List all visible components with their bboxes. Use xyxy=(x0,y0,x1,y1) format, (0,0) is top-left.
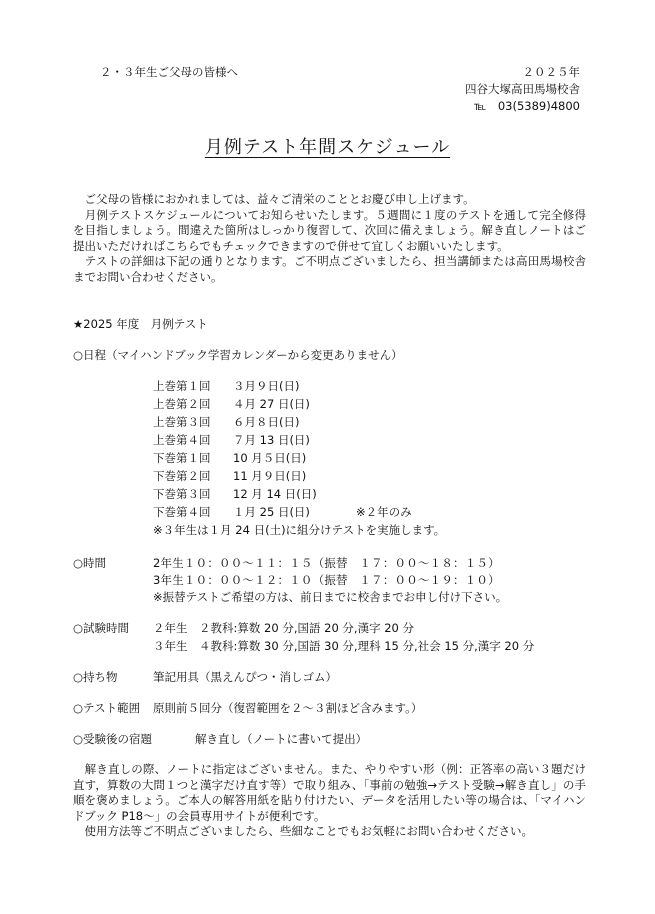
homework-value: 解き直し（ノートに書いて提出） xyxy=(195,732,368,746)
schedule-label: 下巻第２回 xyxy=(153,469,211,483)
school-name: 四谷大塚高田馬場校舎 xyxy=(465,82,580,96)
closing-text xyxy=(73,762,586,840)
exam-time-grade3: ３年生 ４教科:算数 30 分,国語 30 分,理科 15 分,社会 15 分,漢字 20 分 xyxy=(153,639,535,653)
closing-paragraph: 解き直しの際、ノートに指定はございません。また、やりやすい形（例：正答率の高い３題だけ直す，算数の大問１つと漢字だけ直す等）で取り組み、「事前の勉強→テスト受験→解き直し」の手順を褒めましょう。ご本人の解答用紙を貼り付けたい、データを活用したい等の場合は、「マイハンドブック P18～」の会員専用サイトが便利です。 xyxy=(73,762,586,823)
intro-text xyxy=(73,192,586,285)
range-value: 原則前５回分（復習範囲を２～３割ほど含みます。） xyxy=(153,701,423,715)
time-grade3: 3年生１０：００～１２：１０（振替 １７：００～１９：１０） xyxy=(153,573,500,587)
intro-paragraph: ご父母の皆様におかれましては、益々ご清栄のこととお慶び申し上げます。 xyxy=(73,192,475,206)
range-label: ○テスト範囲 xyxy=(73,701,141,715)
schedule-label: 上巻第１回 xyxy=(153,379,211,393)
schedule-note: ※２年のみ xyxy=(356,505,412,519)
schedule-heading: ○日程（マイハンドブック学習カレンダーから変更ありません） xyxy=(73,348,403,362)
schedule-label: 上巻第２回 xyxy=(153,397,211,411)
time-note: ※振替テストご希望の方は、前日までに校舎までお申し付け下さい。 xyxy=(153,590,508,604)
intro-paragraph: 月例テストスケジュールについてお知らせいたします。５週間に１度のテストを通して完全修得を目指しましょう。間違えた箇所はしっかり復習して、次回に備えましょう。解き直しノートはご提出いただければこちらでもチェックできますので併せて宜しくお願いいたします。 xyxy=(73,207,586,253)
intro-paragraph: テストの詳細は下記の通りとなります。ご不明点ございましたら、担当講師または高田馬場校舎までお問い合わせください。 xyxy=(73,254,586,284)
schedule-label: 下巻第３回 xyxy=(153,487,211,501)
exam-time-label: ○試験時間 xyxy=(73,621,130,635)
school-phone: ℡ 03(5389)4800 xyxy=(474,99,580,113)
schedule-date: １月 25 日(日) xyxy=(233,505,310,519)
section-heading: ★2025 年度 月例テスト xyxy=(73,317,208,331)
recipient-line: ２・３年生ご父母の皆様へ xyxy=(100,65,238,79)
schedule-date: ３月９日(日) xyxy=(233,379,300,393)
belongings-label: ○持ち物 xyxy=(73,670,118,684)
belongings-value: 筆記用具（黒えんぴつ・消しゴム） xyxy=(153,670,337,684)
schedule-date: ４月 27 日(日) xyxy=(233,397,310,411)
schedule-date: ６月８日(日) xyxy=(233,415,300,429)
schedule-date: 11 月９日(日) xyxy=(233,469,307,483)
schedule-label: 下巻第１回 xyxy=(153,451,211,465)
schedule-footnote: ※３年生は１月 24 日(土)に組分けテストを実施します。 xyxy=(153,523,446,537)
schedule-label: 上巻第４回 xyxy=(153,433,211,447)
schedule-label: 下巻第４回 xyxy=(153,505,211,519)
time-grade2: 2年生１０：００～１１：１５（振替 １７：００～１８：１５） xyxy=(153,556,500,570)
homework-label: ○受験後の宿題 xyxy=(73,732,153,746)
document-year: ２０２５年 xyxy=(522,65,580,79)
schedule-date: 12 月 14 日(日) xyxy=(233,487,317,501)
schedule-label: 上巻第３回 xyxy=(153,415,211,429)
exam-time-grade2: ２年生 ２教科:算数 20 分,国語 20 分,漢字 20 分 xyxy=(153,621,415,635)
time-label: ○時間 xyxy=(73,556,107,570)
schedule-date: ７月 13 日(日) xyxy=(233,433,310,447)
page-title: 月例テスト年間スケジュール xyxy=(204,137,451,158)
schedule-date: 10 月５日(日) xyxy=(233,451,307,465)
closing-paragraph: 使用方法等ご不明点ございましたら、些細なことでもお気軽にお問い合わせください。 xyxy=(73,824,533,838)
